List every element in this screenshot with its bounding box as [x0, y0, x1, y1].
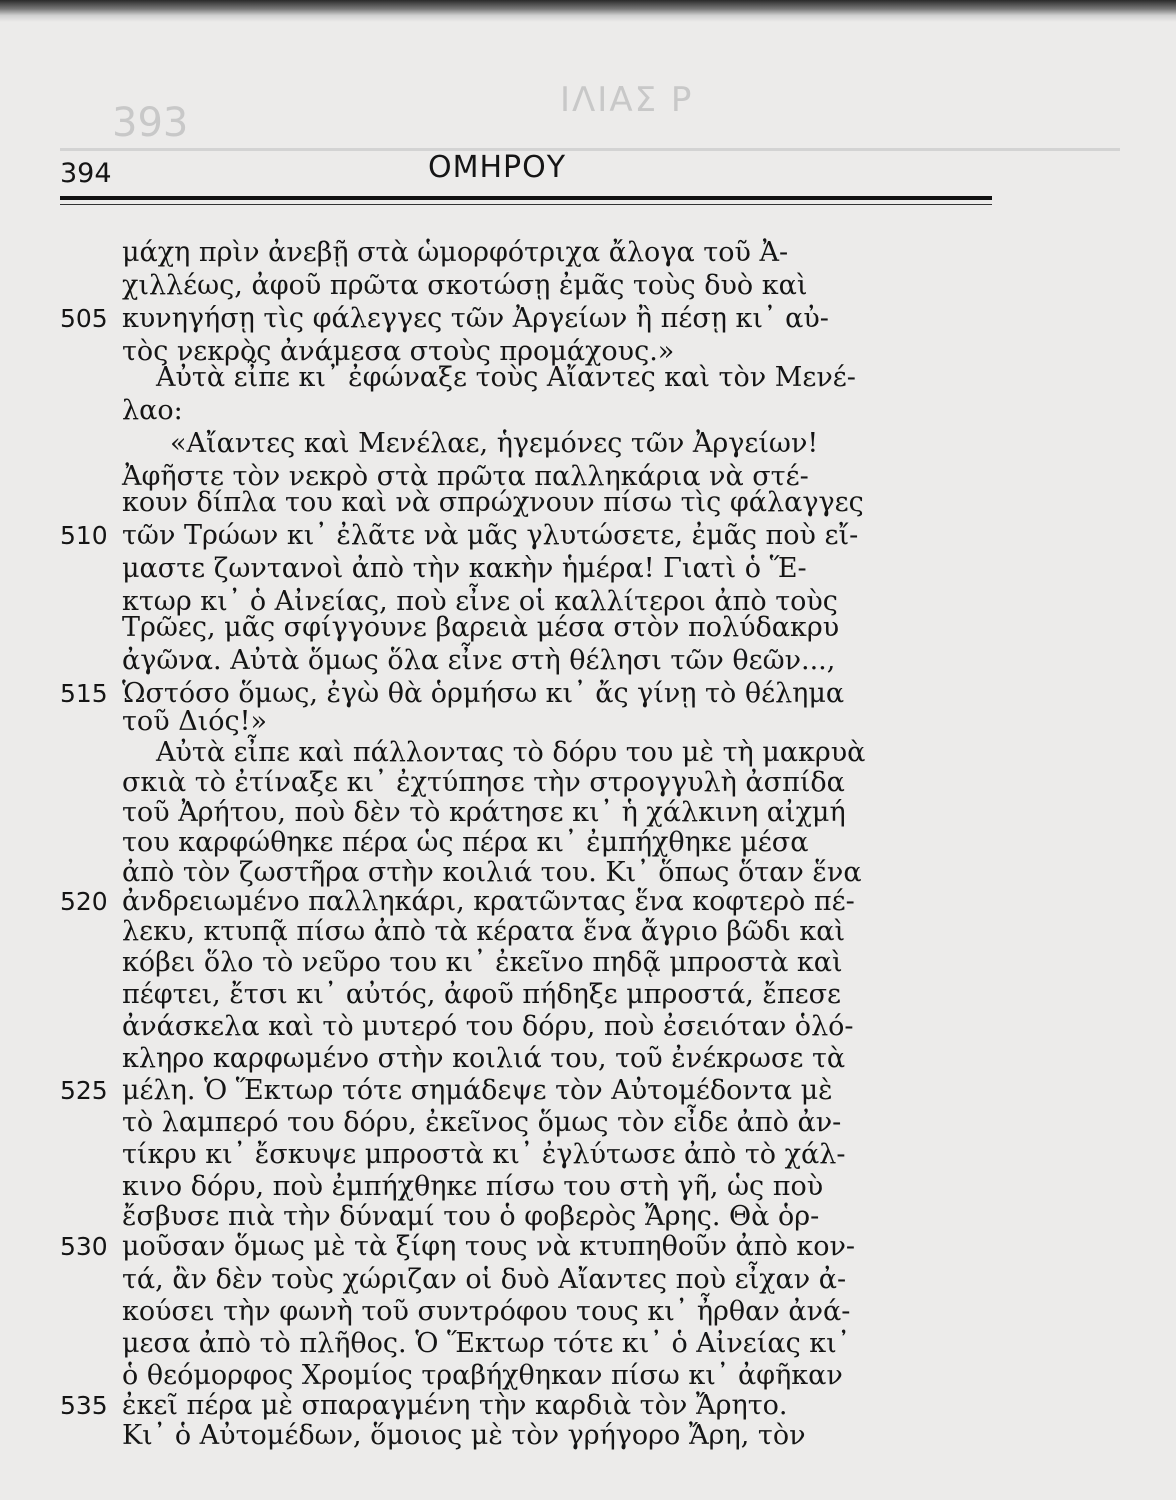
text-line — [60, 518, 990, 554]
text-line — [60, 1418, 990, 1454]
line-number: 515 — [60, 679, 108, 708]
header-rule — [60, 196, 992, 200]
line-text: του καρφώθηκε πέρα ὡς πέρα κι᾽ ἐμπήχθηκε μέσα — [122, 827, 809, 858]
line-text: Κι᾽ ὁ Αὐτομέδων, ὅμοιος μὲ τὸν γρήγορο Ἄρη, τὸν — [122, 1420, 806, 1451]
line-text: ἀνδρειωμένο παλληκάρι, κρατῶντας ἕνα κοφτερὸ πέ- — [122, 886, 855, 917]
line-text: κληρο καρφωμένο στὴν κοιλιά του, τοῦ ἐνέκρωσε τὰ — [122, 1043, 846, 1074]
line-text: κινο δόρυ, ποὺ ἐμπήχθηκε πίσω του στὴ γῆ, ὡς ποὺ — [122, 1171, 824, 1202]
text-line — [60, 301, 990, 337]
line-number: 535 — [60, 1391, 108, 1420]
line-text: τά, ἂν δὲν τοὺς χώριζαν οἱ δυὸ Αἴαντες ποὺ εἶχαν ἀ- — [122, 1264, 847, 1295]
text-line — [60, 551, 990, 587]
text-line — [60, 485, 990, 521]
line-text: ἐκεῖ πέρα μὲ σπαραγμένη τὴν καρδιὰ τὸν Ἄρητο. — [122, 1390, 788, 1421]
text-line — [60, 360, 990, 396]
line-text: τίκρυ κι᾽ ἔσκυψε μπροστὰ κι᾽ ἐγλύτωσε ἀπὸ τὸ χάλ- — [122, 1139, 846, 1170]
line-text: «Αἴαντες καὶ Μενέλαε, ἡγεμόνες τῶν Ἀργείων! — [170, 428, 819, 459]
text-line — [60, 643, 990, 679]
line-text: κούσει τὴν φωνὴ τοῦ συντρόφου τους κι᾽ ἦρθαν ἀνά- — [122, 1296, 851, 1327]
line-text: Ὡστόσο ὅμως, ἐγὼ θὰ ὁρμήσω κι᾽ ἄς γίνῃ τὸ θέλημα — [122, 678, 845, 709]
line-text: λαο: — [122, 395, 183, 426]
line-text: κόβει ὅλο τὸ νεῦρο του κι᾽ ἐκεῖνο πηδᾷ μπροστὰ καὶ — [122, 947, 843, 978]
line-text: τοῦ Διός!» — [122, 706, 268, 737]
bleed-through-text: 393 — [112, 100, 189, 146]
line-number: 505 — [60, 304, 108, 333]
line-text: ἀπὸ τὸν ζωστῆρα στὴν κοιλιά του. Κι᾽ ὅπως ὅταν ἕνα — [122, 857, 862, 888]
text-line — [60, 1073, 990, 1109]
line-text: ἀγῶνα. Αὐτὰ ὅμως ὅλα εἶνε στὴ θέλησι τῶν θεῶν..., — [122, 645, 836, 676]
line-text: ἔσβυσε πιὰ τὴν δύναμί του ὁ φοβερὸς Ἄρης. Θὰ ὁρ- — [122, 1201, 820, 1232]
text-line — [60, 945, 990, 981]
header-rule-thin — [60, 204, 992, 205]
line-text: Αὐτὰ εἶπε καὶ πάλλοντας τὸ δόρυ του μὲ τὴ μακρυὰ — [156, 737, 866, 768]
line-text: κουν δίπλα του καὶ νὰ σπρώχνουν πίσω τὶς φάλαγγες — [122, 487, 864, 518]
line-number: 530 — [60, 1232, 108, 1261]
text-line — [60, 235, 990, 271]
line-number: 510 — [60, 521, 108, 550]
text-line — [60, 393, 990, 429]
line-text: Ἀφῆστε τὸν νεκρὸ στὰ πρῶτα παλληκάρια νὰ στέ- — [122, 461, 809, 492]
line-text: τοῦ Ἀρήτου, ποὺ δὲν τὸ κράτησε κι᾽ ἡ χάλκινη αἰχμή — [122, 797, 846, 828]
text-line — [60, 426, 990, 462]
line-text: κτωρ κι᾽ ὁ Αἰνείας, ποὺ εἶνε οἱ καλλίτεροι ἀπὸ τοὺς — [122, 586, 838, 617]
line-text: λεκυ, κτυπᾷ πίσω ἀπὸ τὰ κέρατα ἕνα ἄγριο βῶδι καὶ — [122, 916, 846, 947]
bleed-through-rule — [60, 148, 1120, 151]
line-number: 525 — [60, 1076, 108, 1105]
bleed-through-text: ΙΛΙΑΣ Ρ — [560, 80, 694, 120]
text-line — [60, 1137, 990, 1173]
line-text: σκιὰ τὸ ἐτίναξε κι᾽ ἐχτύπησε τὴν στρογγυλὴ ἀσπίδα — [122, 767, 845, 798]
line-text: πέφτει, ἔτσι κι᾽ αὐτός, ἀφοῦ πήδηξε μπροστά, ἔπεσε — [122, 979, 842, 1010]
running-head: ΟΜΗΡΟΥ — [428, 150, 567, 185]
line-text: μέλη. Ὁ Ἕκτωρ τότε σημάδεψε τὸν Αὐτομέδοντα μὲ — [122, 1075, 833, 1106]
line-number: 520 — [60, 887, 108, 916]
line-text: μοῦσαν ὅμως μὲ τὰ ξίφη τους νὰ κτυπηθοῦν ἀπὸ κον- — [122, 1231, 855, 1262]
text-line — [60, 268, 990, 304]
line-text: μεσα ἀπὸ τὸ πλῆθος. Ὁ Ἕκτωρ τότε κι᾽ ὁ Αἰνείας κι᾽ — [122, 1328, 851, 1359]
text-line — [60, 1105, 990, 1141]
text-line — [60, 1262, 990, 1298]
line-text: Τρῶες, μᾶς σφίγγουνε βαρειὰ μέσα στὸν πολύδακρυ — [122, 612, 840, 643]
text-line — [60, 977, 990, 1013]
text-line — [60, 1326, 990, 1362]
line-text: μαστε ζωντανοὶ ἀπὸ τὴν κακὴν ἡμέρα! Γιατὶ ὁ Ἕ- — [122, 553, 807, 584]
line-text: ἀνάσκελα καὶ τὸ μυτερό του δόρυ, ποὺ ἐσειόταν ὁλό- — [122, 1011, 854, 1042]
page-top-edge — [0, 0, 1176, 22]
text-line — [60, 1294, 990, 1330]
text-line — [60, 1229, 990, 1265]
line-text: Αὐτὰ εἶπε κι᾽ ἐφώναξε τοὺς Αἴαντες καὶ τὸν Μενέ- — [156, 362, 856, 393]
line-text: τὸ λαμπερό του δόρυ, ἐκεῖνος ὅμως τὸν εἶδε ἀπὸ ἀν- — [122, 1107, 842, 1138]
line-text: κυνηγήσῃ τὶς φάλεγγες τῶν Ἀργείων ἢ πέσῃ κι᾽ αὐ- — [122, 303, 829, 334]
line-text: μάχη πρὶν ἀνεβῇ στὰ ὡμορφότριχα ἄλογα τοῦ Ἀ- — [122, 237, 789, 268]
page-number: 394 — [60, 158, 112, 189]
line-text: τῶν Τρώων κι᾽ ἐλᾶτε νὰ μᾶς γλυτώσετε, ἐμᾶς ποὺ εἴ- — [122, 520, 859, 551]
text-line — [60, 1009, 990, 1045]
line-text: χιλλέως, ἀφοῦ πρῶτα σκοτώσῃ ἐμᾶς τοὺς δυὸ καὶ — [122, 270, 808, 301]
line-text: τὸς νεκρὸς ἀνάμεσα στοὺς προμάχους.» — [122, 336, 675, 367]
text-line — [60, 1041, 990, 1077]
text-line — [60, 610, 990, 646]
line-text: ὁ θεόμορφος Χρομίος τραβήχθηκαν πίσω κι᾽ ἀφῆκαν — [122, 1360, 843, 1391]
